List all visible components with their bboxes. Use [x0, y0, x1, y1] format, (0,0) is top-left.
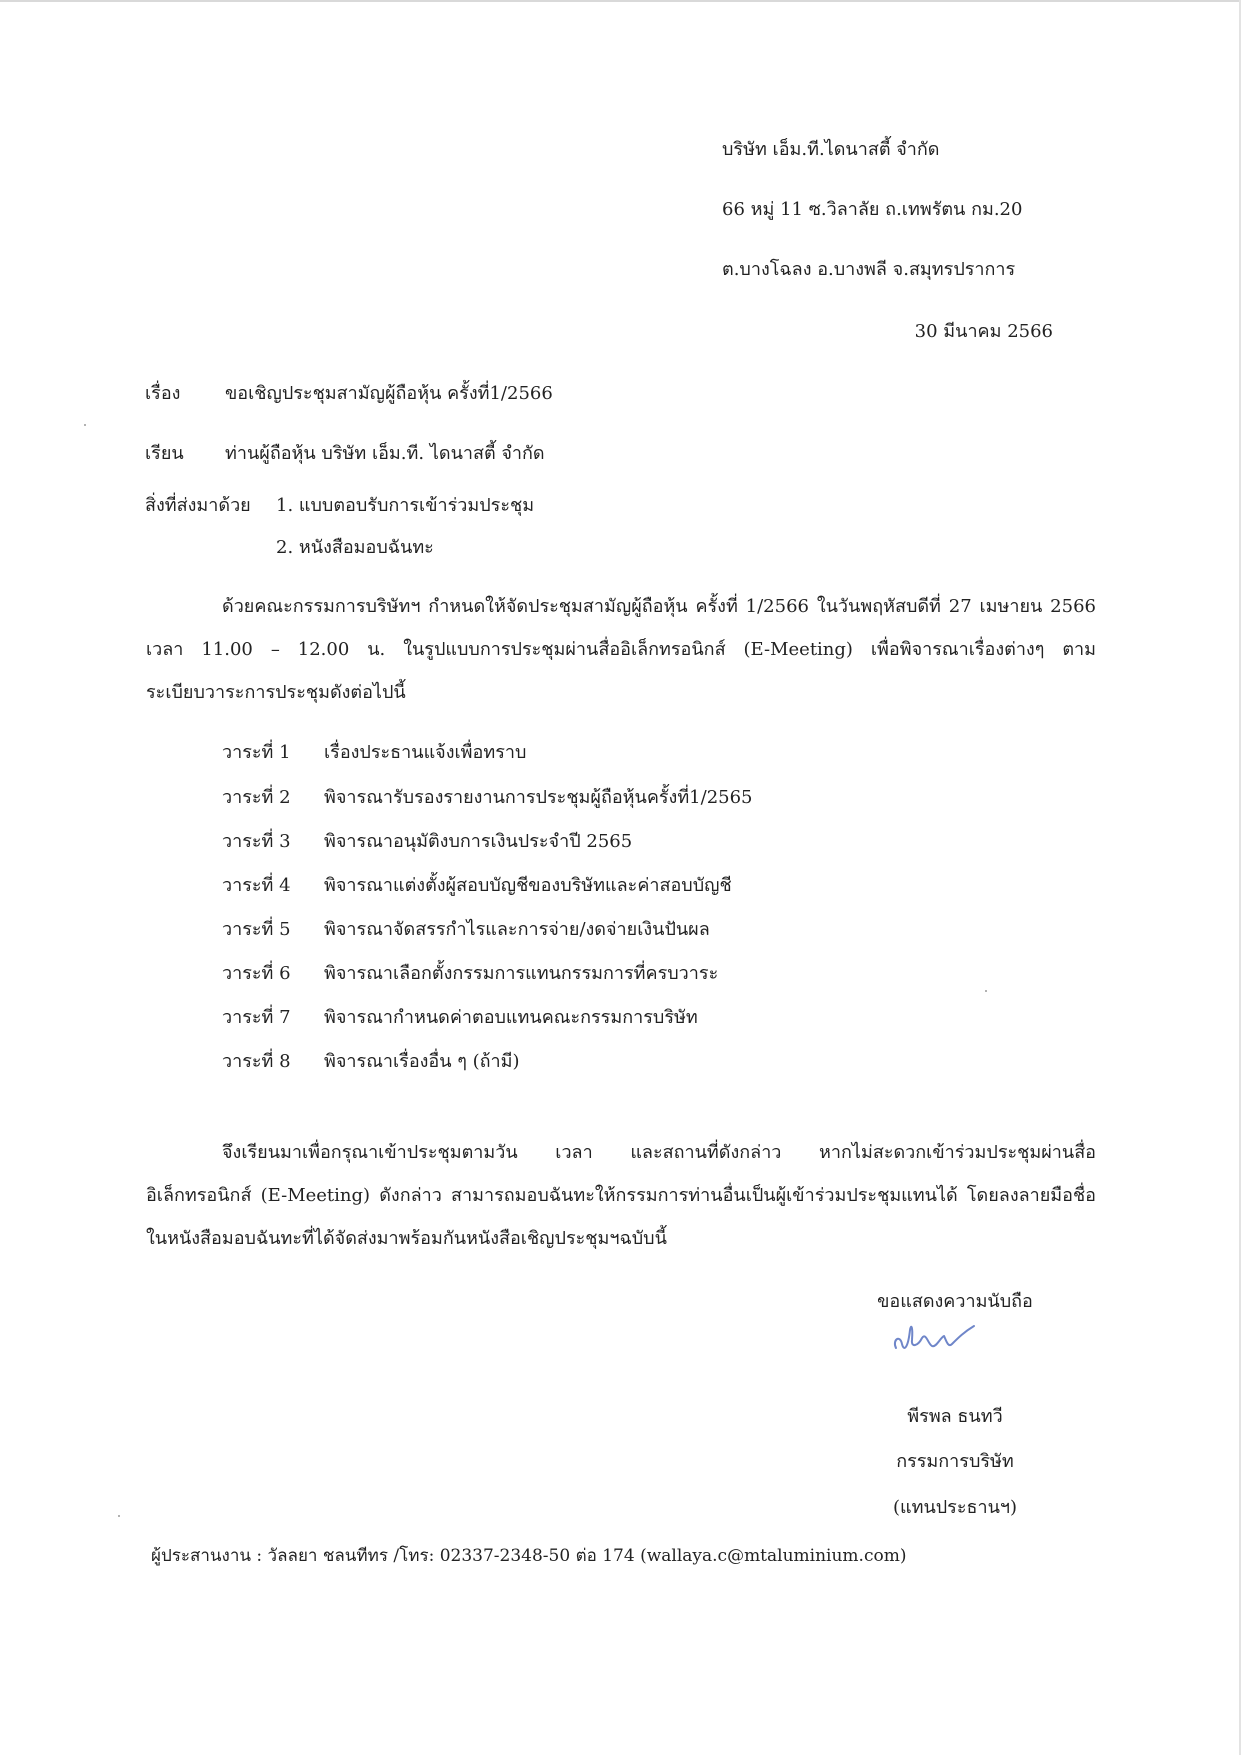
body-closing-paragraph: จึงเรียนมาเพื่อกรุณาเข้าประชุมตามวัน เวลา และสถานที่ดังกล่าว หากไม่สะดวกเข้าร่วมประชุมผ่านสื่ออิเล็กทรอนิกส์ (E-Meeting) ดังกล่าว สามารถมอบฉันทะให้กรรมการท่านอื่นเป็นผู้เข้าร่วมประชุมแทนได้ โดยลงลายมือชื่อในหนังสือมอบฉันทะที่ได้จัดส่งมาพร้อมกันหนังสือเชิญประชุมฯฉบับนี้ [146, 1142, 1096, 1249]
scan-speck [985, 990, 987, 992]
signer-name: พีรพล ธนทวี [907, 1406, 1003, 1427]
agenda-number: วาระที่ 7 [222, 1007, 291, 1028]
sender-address-line1: 66 หมู่ 11 ซ.วิลาลัย ถ.เทพรัตน กม.20 [722, 199, 1023, 220]
scan-speck [118, 1515, 120, 1517]
scan-edge-top [0, 0, 1241, 2]
agenda-text: พิจารณาเลือกตั้งกรรมการแทนกรรมการที่ครบวาระ [324, 963, 719, 984]
letter-date: 30 มีนาคม 2566 [914, 321, 1053, 342]
sender-address-line2: ต.บางโฉลง อ.บางพลี จ.สมุทรปราการ [722, 259, 1016, 280]
agenda-item [222, 1006, 698, 1030]
subject-value: ขอเชิญประชุมสามัญผู้ถือหุ้น ครั้งที่1/2566 [225, 383, 553, 404]
agenda-item [222, 786, 753, 810]
agenda-text: พิจารณารับรองรายงานการประชุมผู้ถือหุ้นครั้งที่1/2565 [324, 787, 753, 808]
agenda-text: พิจารณากำหนดค่าตอบแทนคณะกรรมการบริษัท [324, 1007, 698, 1028]
agenda-number: วาระที่ 6 [222, 963, 291, 984]
signoff-closing: ขอแสดงความนับถือ [877, 1291, 1033, 1312]
agenda-text: พิจารณาจัดสรรกำไรและการจ่าย/งดจ่ายเงินปันผล [324, 919, 710, 940]
recipient-label: เรียน [145, 443, 184, 464]
agenda-number: วาระที่ 5 [222, 919, 291, 940]
agenda-number: วาระที่ 8 [222, 1051, 291, 1072]
agenda-item [222, 1050, 520, 1074]
body-intro-paragraph: ด้วยคณะกรรมการบริษัทฯ กำหนดให้จัดประชุมสามัญผู้ถือหุ้น ครั้งที่ 1/2566 ในวันพฤหัสบดีที่ 27 เมษายน 2566 เวลา 11.00 – 12.00 น. ในรูปแบบการประชุมผ่านสื่ออิเล็กทรอนิกส์ (E-Meeting) เพื่อพิจารณาเรื่องต่างๆ ตามระเบียบวาระการประชุมดังต่อไปนี้ [146, 596, 1096, 703]
sender-company: บริษัท เอ็ม.ที.ไดนาสตี้ จำกัด [722, 139, 940, 160]
signer-title: กรรมการบริษัท [896, 1451, 1014, 1472]
signer-on-behalf: (แทนประธานฯ) [892, 1497, 1018, 1518]
agenda-item [222, 918, 710, 942]
agenda-number: วาระที่ 4 [222, 875, 291, 896]
agenda-item [222, 830, 632, 854]
agenda-item [222, 962, 718, 986]
agenda-number: วาระที่ 2 [222, 787, 291, 808]
agenda-text: เรื่องประธานแจ้งเพื่อทราบ [324, 742, 527, 763]
agenda-text: พิจารณาเรื่องอื่น ๆ (ถ้ามี) [324, 1051, 520, 1072]
agenda-item [222, 741, 526, 765]
subject-label: เรื่อง [145, 383, 181, 404]
agenda-item [222, 874, 732, 898]
scan-speck [84, 424, 86, 426]
agenda-text: พิจารณาอนุมัติงบการเงินประจำปี 2565 [324, 831, 633, 852]
attachment-item: 1. แบบตอบรับการเข้าร่วมประชุม [276, 495, 535, 516]
attachment-item: 2. หนังสือมอบฉันทะ [276, 537, 434, 558]
agenda-number: วาระที่ 1 [222, 742, 291, 763]
coordinator-footer: ผู้ประสานงาน : วัลลยา ชลนทีทร /โทร: 02337-2348-50 ต่อ 174 (wallaya.c@mtaluminium.com) [151, 1546, 907, 1566]
agenda-text: พิจารณาแต่งตั้งผู้สอบบัญชีของบริษัทและค่าสอบบัญชี [324, 875, 732, 896]
recipient-value: ท่านผู้ถือหุ้น บริษัท เอ็ม.ที. ไดนาสตี้ จำกัด [225, 443, 545, 464]
handwritten-signature [888, 1318, 978, 1362]
agenda-number: วาระที่ 3 [222, 831, 291, 852]
attachments-label: สิ่งที่ส่งมาด้วย [145, 495, 251, 516]
